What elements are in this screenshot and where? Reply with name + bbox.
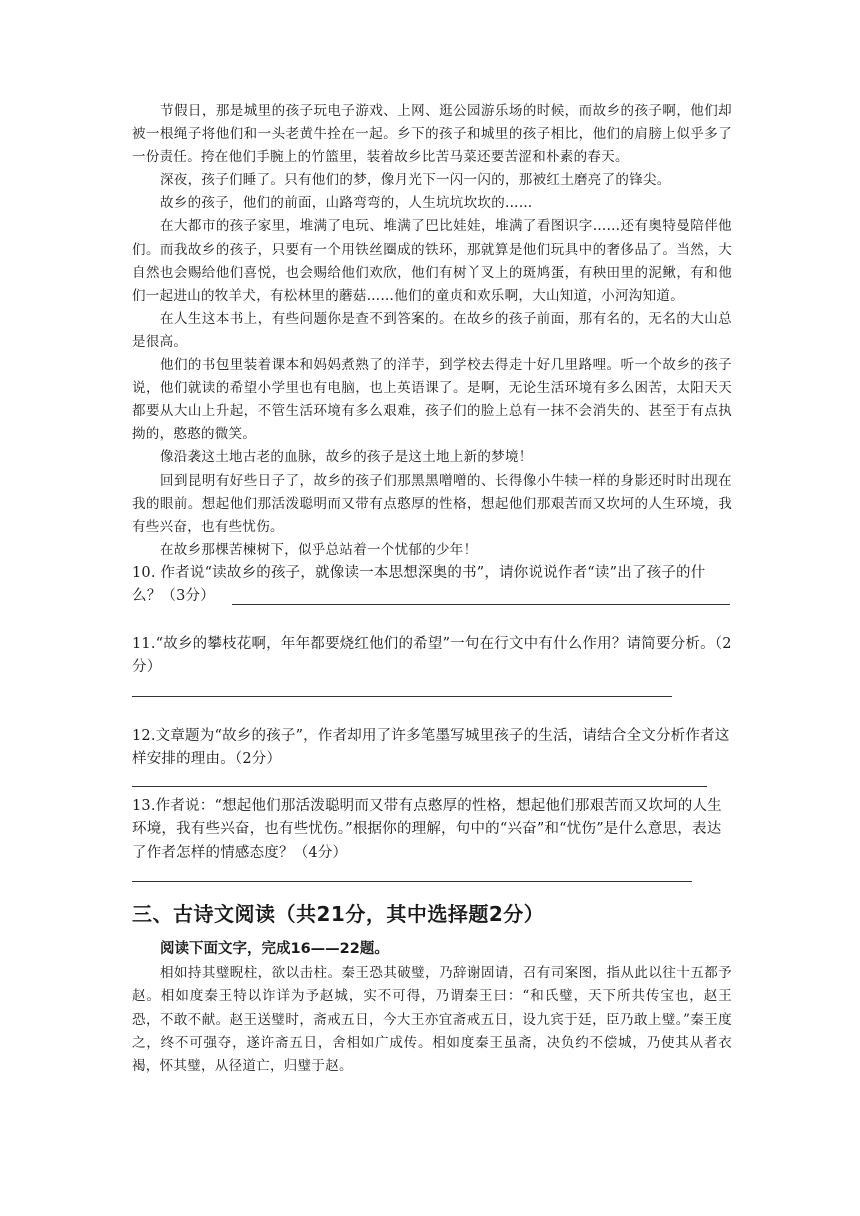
story-paragraph: 像沿袭这土地古老的血脉，故乡的孩子是这土地上新的梦境！ <box>160 449 533 466</box>
story-paragraph: 深夜，孩子们睡了。只有他们的梦，像月光下一闪一闪的，那被红土磨亮了的锋尖。 <box>160 172 671 189</box>
story-paragraph: 在大都市的孩子家里，堆满了电玩、堆满了巴比娃娃，堆满了看图识字……还有奥特曼陪伴他们。而我故乡的孩子，只要有一个用铁丝圈成的铁环，那就算是他们玩具中的奢侈品了。当然，大自然也会赐给他们喜悦，也会赐给他们欢欣，他们有树丫叉上的斑鸠蛋，有秧田里的泥鳅，有和他们一起进山的牧羊犬，有松林里的蘑菇……他们的童贞和欢乐啊，大山知道，小河沟知道。 <box>132 218 732 304</box>
question-11-text: 11.“故乡的攀枝花啊，年年都要烧红他们的希望”一句在行文中有什么作用？请简要分析。（2分） <box>132 635 732 676</box>
question-13-text: 13.作者说：“想起他们那活泼聪明而又带有点憨厚的性格，想起他们那艰苦而又坎坷的人生环境，我有些兴奋，也有些忧伤。”根据你的理解，句中的“兴奋”和“忧伤”是什么意思，表达了作者怎样的情感态度？（4分） <box>132 797 722 861</box>
story-paragraph: 节假日，那是城里的孩子玩电子游戏、上网、逛公园游乐场的时候，而故乡的孩子啊，他们却被一根绳子将他们和一头老黄牛拴在一起。乡下的孩子和城里的孩子相比，他们的肩膀上似乎多了一份责任。挎在他们手腕上的竹篮里，装着故乡比苦马菜还要苦涩和朴素的春天。 <box>132 103 732 166</box>
document-content <box>132 100 732 1078</box>
question-10-text: 10. 作者说“读故乡的孩子，就像读一本思想深奥的书”，请你说说作者“读”出了孩子的什么？（3分） <box>132 564 706 605</box>
section-3-instruction: 阅读下面文字，完成16——22题。 <box>160 941 389 958</box>
story-paragraph: 他们的书包里装着课本和妈妈煮熟了的洋芋，到学校去得走十好几里路哩。听一个故乡的孩子说，他们就读的希望小学里也有电脑，也上英语课了。是啊，无论生活环境有多么困苦，太阳天天都要从大山上升起，不管生活环境有多么艰难，孩子们的脸上总有一抹不会消失的、甚至于有点执拗的，憨憨的微笑。 <box>132 357 732 443</box>
question-13 <box>132 795 732 883</box>
question-12-text: 12.文章题为“故乡的孩子”，作者却用了许多笔墨写城里孩子的生活，请结合全文分析作者这样安排的理由。（2分） <box>132 727 730 768</box>
story-paragraph: 故乡的孩子，他们的前面，山路弯弯的，人生坑坑坎坎的…… <box>160 195 533 212</box>
story-paragraph: 在人生这本书上，有些问题你是查不到答案的。在故乡的孩子前面，那有名的，无名的大山总是很高。 <box>132 310 732 350</box>
classical-passage: 相如持其璧睨柱，欲以击柱。秦王恐其破璧，乃辞谢固请，召有司案图，指从此以往十五都予赵。相如度秦王特以诈详为予赵城，实不可得，乃谓秦王曰：“和氏璧，天下所共传宝也，赵王恐，不敢不献。赵王送璧时，斋戒五日，今大王亦宜斋戒五日，设九宾于廷，臣乃敢上璧。”秦王度之，终不可强夺，遂许斋五日，舍相如广成传。相如度秦王虽斋，决负约不偿城，乃使其从者衣褐，怀其璧，从径道亡，归璧于赵。 <box>132 965 732 1074</box>
story-paragraph: 在故乡那棵苦楝树下，似乎总站着一个忧郁的少年！ <box>160 541 478 558</box>
answer-line-10[interactable] <box>232 604 730 605</box>
story-paragraph: 回到昆明有好些日子了，故乡的孩子们那黑黑噌噌的、长得像小牛犊一样的身影还时时出现在我的眼前。想起他们那活泼聪明而又带有点憨厚的性格，想起他们那艰苦而又坎坷的人生环境，我有些兴奋，也有些忧伤。 <box>132 472 732 535</box>
question-12 <box>132 725 732 787</box>
question-11 <box>132 633 732 697</box>
question-10 <box>132 562 732 609</box>
section-3-title: 三、古诗文阅读（共21分，其中选择题2分） <box>132 902 545 927</box>
